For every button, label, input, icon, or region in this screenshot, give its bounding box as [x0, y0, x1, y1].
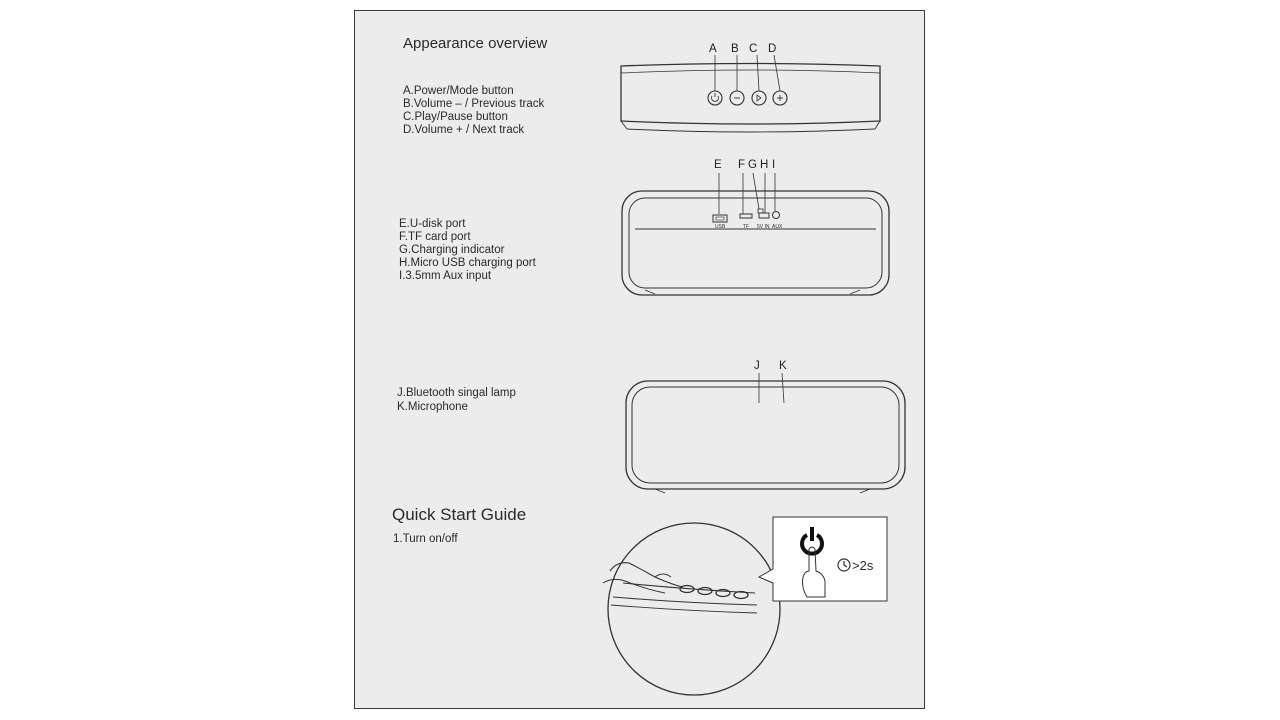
label-c: C	[749, 43, 758, 55]
speaker-front-view	[626, 373, 905, 493]
label-f: F	[738, 159, 746, 171]
usb-port-icon	[713, 215, 727, 222]
quick-start-zoom	[603, 523, 780, 695]
section-title-quick-start: Quick Start Guide	[392, 505, 527, 524]
play-pause-button-icon	[752, 91, 766, 105]
item-volume-minus: B.Volume – / Previous track	[403, 98, 545, 110]
item-charging-indicator: G.Charging indicator	[399, 244, 505, 256]
top-buttons	[708, 55, 787, 105]
label-h: H	[760, 159, 769, 171]
port-label-5v-in: 5V IN	[757, 224, 770, 230]
step-turn-on-off: 1.Turn on/off	[393, 533, 458, 545]
item-volume-plus: D.Volume + / Next track	[403, 124, 525, 136]
label-j: J	[754, 360, 760, 372]
item-u-disk-port: E.U-disk port	[399, 218, 466, 230]
label-k: K	[779, 360, 787, 372]
micro-usb-port-icon	[759, 213, 769, 218]
section-title-appearance: Appearance overview	[403, 35, 548, 52]
label-g: G	[748, 159, 757, 171]
label-i: I	[772, 159, 776, 171]
aux-jack-icon	[773, 212, 780, 219]
label-e: E	[714, 159, 722, 171]
item-microphone: K.Microphone	[397, 401, 468, 413]
charging-indicator-icon	[758, 209, 763, 213]
hold-duration-text: >2s	[852, 558, 874, 573]
speaker-top-view	[621, 64, 880, 133]
manual-page	[354, 10, 925, 709]
label-b: B	[731, 43, 739, 55]
label-d: D	[768, 43, 777, 55]
port-label-tf: TF	[743, 224, 750, 230]
port-label-usb: USB	[715, 224, 726, 230]
port-label-aux: AUX	[772, 224, 783, 230]
item-power-mode: A.Power/Mode button	[403, 85, 514, 97]
microphone-marker	[782, 373, 784, 403]
port-labels	[715, 224, 783, 230]
speaker-diagrams	[355, 11, 925, 709]
item-aux-input: I.3.5mm Aux input	[399, 270, 492, 282]
speaker-back-view	[622, 191, 889, 295]
item-tf-card-port: F.TF card port	[399, 231, 471, 243]
tf-slot-icon	[740, 214, 752, 218]
label-a: A	[709, 43, 717, 55]
item-bluetooth-lamp: J.Bluetooth singal lamp	[397, 387, 516, 399]
item-play-pause: C.Play/Pause button	[403, 111, 508, 123]
item-micro-usb-port: H.Micro USB charging port	[399, 257, 536, 269]
